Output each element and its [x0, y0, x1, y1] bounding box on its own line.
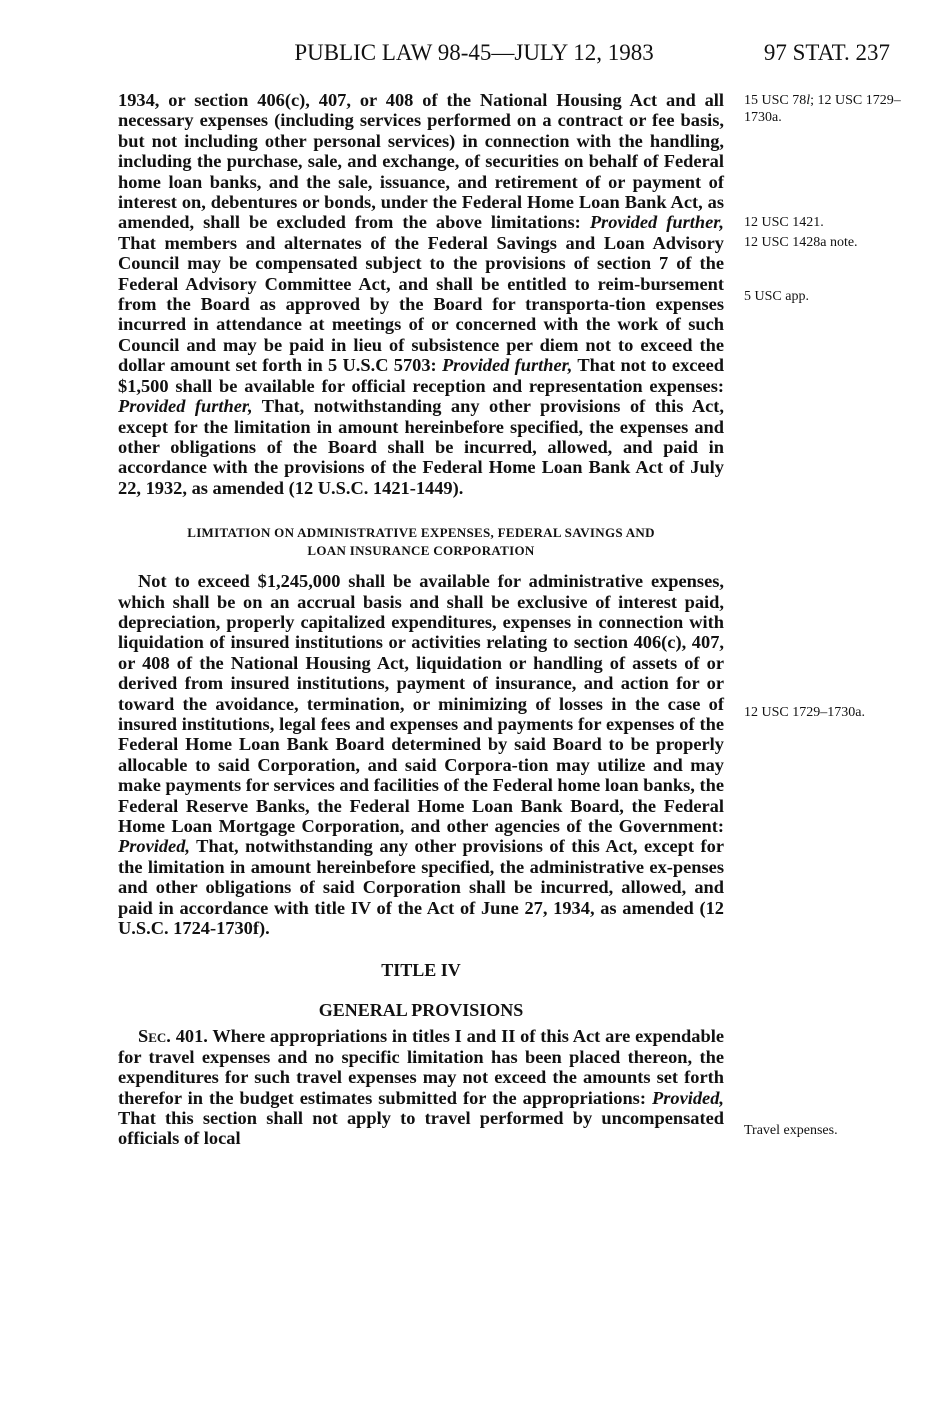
provided-further: Provided further,	[118, 396, 253, 417]
section-heading-limitation: LIMITATION ON ADMINISTRATIVE EXPENSES, FEDERAL SAVINGS AND LOAN INSURANCE CORPORATION	[187, 525, 655, 559]
provided: Provided,	[651, 1087, 724, 1108]
paragraph-sec-401: Sec. 401. Where appropriations in titles I and II of this Act are expendable for travel expenses and no specific limitation has been placed thereon, the expenditures for such travel expenses may not exceed the amounts set forth therefor in the budget estimates submitted for the appropriations: Provided, That this section shall not apply to travel performed by uncompensated officials of local	[118, 1026, 724, 1149]
general-provisions-heading: GENERAL PROVISIONS	[318, 1000, 524, 1021]
statute-page-number: 97 STAT. 237	[763, 40, 890, 65]
provided-further: Provided further,	[441, 355, 573, 376]
page-title: PUBLIC LAW 98-45—JULY 12, 1983	[294, 40, 654, 65]
margin-note-citation: 15 USC 78l; 12 USC 1729–1730a.	[744, 93, 901, 125]
section-number: Sec. 401.	[138, 1026, 208, 1047]
paragraph-continuation: 1934, or section 406(c), 407, or 408 of the National Housing Act and all necessary expenses (including services performed on a contract or fee basis, but not including other personal services) in connection with the handling, including the purchase, sale, and exchange, of securities on behalf of Federal home loan banks, and the sale, issuance, and retirement of or payment of interest on, debentures or bonds, under the Federal Home Loan Bank Act, as amended, shall be excluded from the above limitations: Provided further, That members and alternates of the Federal Savings and Loan Advisory Council may be compensated subject to the provisions of section 7 of the Federal Advisory Committee Act, and shall be entitled to reim-bursement from the Board as approved by the Board for transporta-tion expenses incurred in attendance at meetings of or concerned with the work of such Council and may be paid in lieu of subsistence per diem not to exceed the dollar amount set forth in 5 U.S.C 5703: Provided further, That not to exceed $1,500 shall be available for official reception and representation expenses: Provided further, That, notwithstanding any other provisions of this Act, except for the limitation in amount hereinbefore specified, the expenses and other obligations of the Board shall be incurred, allowed, and paid in accordance with the provisions of the Federal Home Loan Bank Act of July 22, 1932, as amended (12 U.S.C. 1421-1449).	[118, 90, 724, 498]
body-text	[118, 90, 724, 1149]
running-head	[0, 40, 948, 74]
margin-note-citation: 12 USC 1729–1730a.	[744, 705, 865, 720]
paragraph-limitation: Not to exceed $1,245,000 shall be available for administrative expenses, which shall be on an accrual basis and shall be exclusive of interest paid, depreciation, properly capitalized expenditures, expenses in connection with liquidation of insured institutions or activities relating to section 406(c), 407, or 408 of the National Housing Act, liquidation or handling of assets of or derived from insured institutions, payment of insurance, and action for or toward the avoidance, termination, or minimizing of losses in the case of insured institutions, legal fees and expenses and payments for expenses of the Federal Home Loan Bank Board determined by said Board to be properly allocable to said Corporation, and said Corpora-tion may utilize and may make payments for services and facilities of the Federal home loan banks, the Federal Reserve Banks, the Federal Home Loan Bank Board, the Federal Home Loan Mortgage Corporation, and other agencies of the Government: Provided, That, notwithstanding any other provisions of this Act, except for the limitation in amount hereinbefore specified, the administrative ex-penses and other obligations of said Corporation shall be incurred, allowed, and paid in accordance with title IV of the Act of June 27, 1934, as amended (12 U.S.C. 1724-1730f).	[118, 571, 724, 939]
title-heading: TITLE IV	[381, 960, 461, 981]
provided-further: Provided further,	[589, 212, 724, 233]
margin-note-subject: Travel expenses.	[744, 1123, 838, 1138]
margin-note-citation: 5 USC app.	[744, 289, 809, 304]
margin-note-citation: 12 USC 1428a note.	[744, 235, 858, 250]
provided: Provided,	[118, 836, 191, 857]
margin-note-citation: 12 USC 1421.	[744, 215, 824, 230]
